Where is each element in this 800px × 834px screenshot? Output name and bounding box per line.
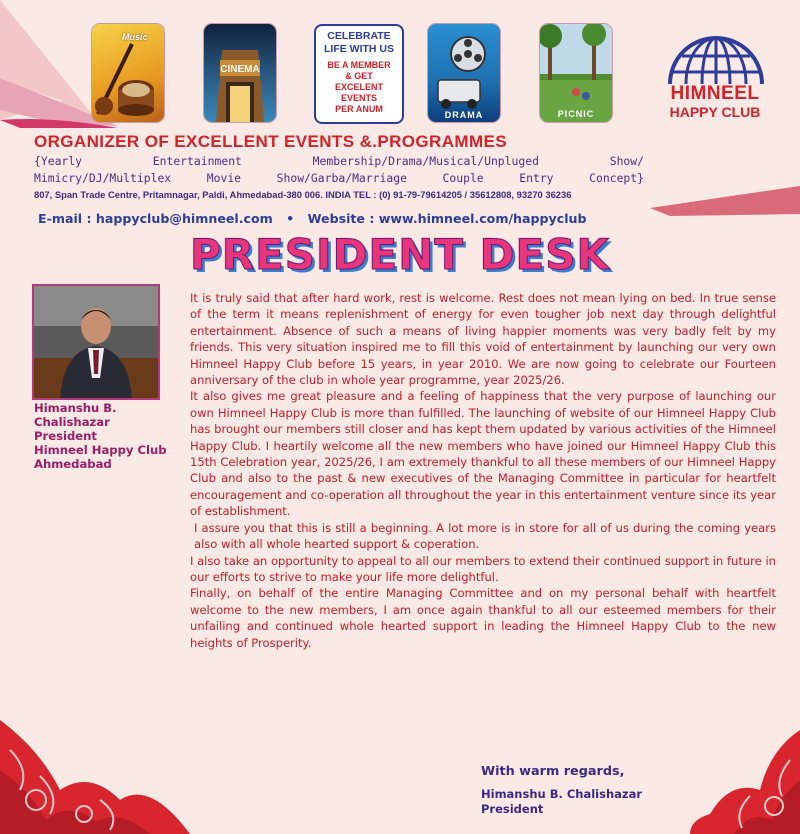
- bottom-left-ornament: [0, 600, 190, 834]
- film-reel-projector-icon: [428, 24, 500, 122]
- address-line: 807, Span Trade Centre, Pritamnagar, Paldi, Ahmedabad-380 006. INDIA TEL : (0) 91-79-79614205 / 35612808, 93270 36236: [34, 189, 572, 200]
- logo-subtitle: HAPPY CLUB: [669, 104, 761, 120]
- music-tile: [92, 24, 164, 122]
- closing-regards: With warm regards,: [481, 764, 625, 779]
- president-city: Ahmedabad: [34, 457, 112, 471]
- services-line1: {Yearly Entertainment Membership/Drama/Musical/Unpluged Show/: [34, 154, 644, 168]
- message-paragraph-1: It is truly said that after hard work, rest is welcome. Rest does not mean lying on bed. In true sense of the term it means replenishment of energy for even tougher job next day through delightful entertainment. Absence of such a means of living happier moments was very badly felt by my friends. This very situation inspired me to fill this void of entertainment by launching our very own Himneel Happy Club before 15 years, in year 2010. We are now going to celebrate our Fourteen anniversary of the club in whole year programme, year 2025/26.: [190, 291, 776, 388]
- logo-name: HIMNEEL: [670, 83, 760, 104]
- drama-tile: [428, 24, 500, 122]
- message-paragraph-3: I assure you that this is still a beginning. A lot more is in store for all of us during the coming years also with all whole hearted support & coperation.: [194, 520, 776, 552]
- message-paragraph-5: Finally, on behalf of the entire Managing Committee and on my personal behalf with heartfelt welcome to the new members, I am once again thankful to all our esteemed members for their unfailing and continued whole hearted support in leading the Himneel Happy Club to the new heights of Prosperity.: [190, 586, 776, 650]
- message-paragraph-2: It also gives me great pleasure and a feeling of happiness that the very purpose of launching our own Himneel Happy Club is more than fulfilled. The launching of website of our Himneel Happy Club has brought our members still closer and has kept them updated by various activities of the Himneel Happy Club. I heartily welcome all the new members who have joined our Himneel Happy Club this 15th Celebration year, 2025/26, I am extremely thankful to all these members of our Himneel Happy Club and also to the past & new executives of the Managing Committee in particular for heartfelt encouragement and co-operation all throughout the year in this entertainment venture since its year of establishment.: [190, 389, 776, 519]
- president-portrait-image: [34, 286, 158, 398]
- celebrate-line2: LIFE WITH US: [324, 43, 394, 55]
- president-name: Himanshu B. Chalishazar: [34, 401, 117, 429]
- cinema-tile: [204, 24, 276, 122]
- president-message: [190, 290, 776, 651]
- closing-role: President: [481, 802, 544, 816]
- message-paragraph-4: I also take an opportunity to appeal to all our members to extend their continued support in future in our efforts to strive to make your life more delightful.: [190, 553, 776, 584]
- right-wedge-decoration: [650, 186, 800, 220]
- president-club: Himneel Happy Club: [34, 443, 167, 457]
- closing-block: [481, 764, 781, 817]
- celebrate-line1: CELEBRATE: [327, 30, 391, 42]
- cinema-tile-label: CINEMA: [220, 64, 260, 75]
- picnic-tile-label: PICNIC: [557, 109, 595, 119]
- president-role: President: [34, 429, 97, 443]
- picnic-tile: [540, 24, 612, 122]
- celebrate-line5: EXCELENT EVENTS: [334, 82, 383, 103]
- himneel-logo-text: [655, 84, 775, 120]
- celebrate-line4: & GET: [345, 71, 373, 81]
- president-caption: [34, 401, 194, 471]
- bullet-separator: •: [286, 211, 295, 226]
- picnic-park-icon: [540, 24, 612, 122]
- celebrate-line6: PER ANUM: [335, 104, 383, 114]
- contact-line: [38, 211, 658, 226]
- organizer-heading: ORGANIZER OF EXCELLENT EVENTS &.PROGRAMMES: [34, 132, 507, 151]
- website-text: Website : www.himneel.com/happyclub: [307, 211, 587, 226]
- page-title: PRESIDENT DESK: [189, 230, 610, 279]
- music-tile-label: Music: [122, 32, 148, 42]
- email-text: E-mail : happyclub@himneel.com: [38, 211, 273, 226]
- closing-name: Himanshu B. Chalishazar: [481, 787, 643, 801]
- services-line2: Mimicry/DJ/Multiplex Movie Show/Garba/Marriage Couple Entry Concept}: [34, 171, 644, 185]
- services-list: [34, 153, 644, 187]
- president-photo: [32, 284, 160, 400]
- celebrate-box: [314, 24, 404, 124]
- himneel-globe-logo: [664, 26, 768, 86]
- drama-tile-label: DRAMA: [444, 110, 484, 120]
- celebrate-line3: BE A MEMBER: [327, 60, 391, 70]
